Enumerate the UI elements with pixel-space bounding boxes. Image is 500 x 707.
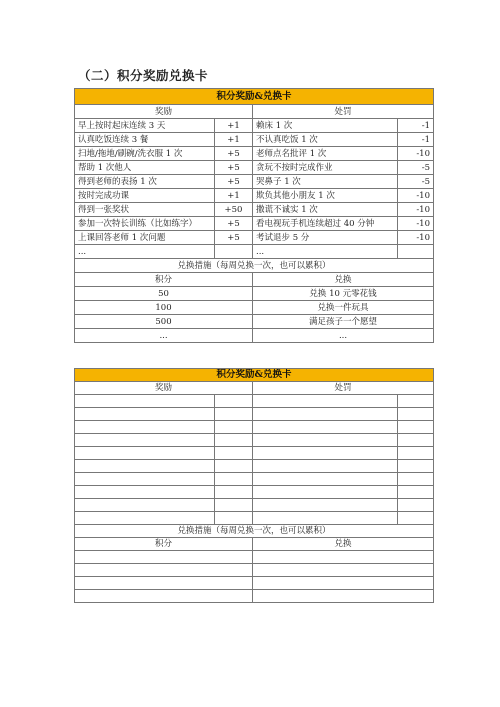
reward-points: +1 <box>215 119 253 133</box>
penalty-header: 处罚 <box>253 105 434 119</box>
exchange-row <box>75 287 434 301</box>
exchange-row <box>75 329 434 343</box>
reward-points: +5 <box>215 175 253 189</box>
rule-row <box>75 245 434 259</box>
blank-cell <box>398 499 434 512</box>
blank-cell <box>253 590 434 603</box>
blank-cell <box>253 447 398 460</box>
blank-cell <box>215 486 253 499</box>
rule-row <box>75 147 434 161</box>
rule-row <box>75 231 434 245</box>
penalty-header: 处罚 <box>253 382 434 395</box>
points-header: 积分 <box>75 273 253 287</box>
blank-cell <box>215 499 253 512</box>
blank-rule-row <box>75 512 434 525</box>
blank-cell <box>215 408 253 421</box>
blank-rule-row <box>75 395 434 408</box>
penalty-item: 不认真吃饭 1 次 <box>253 133 398 147</box>
rule-row <box>75 189 434 203</box>
blank-cell <box>398 434 434 447</box>
blank-cell <box>253 499 398 512</box>
section-title: （二）积分奖励兑换卡 <box>78 68 209 83</box>
blank-cell <box>215 473 253 486</box>
points-card-filled <box>74 88 434 343</box>
penalty-item: ... <box>253 245 398 259</box>
reward-points: +1 <box>215 189 253 203</box>
exchange-row <box>75 301 434 315</box>
penalty-points: -5 <box>398 175 434 189</box>
exchange-points: ... <box>75 329 253 343</box>
blank-rule-row <box>75 486 434 499</box>
penalty-item: 赖床 1 次 <box>253 119 398 133</box>
blank-cell <box>253 551 434 564</box>
blank-cell <box>253 408 398 421</box>
exchange-note: 兑换措施（每周兑换一次，也可以累积） <box>75 525 434 538</box>
penalty-points: -5 <box>398 161 434 175</box>
blank-cell <box>253 421 398 434</box>
reward-item: 参加一次特长训练（比如练字） <box>75 217 215 231</box>
reward-points: +5 <box>215 147 253 161</box>
blank-cell <box>75 395 215 408</box>
blank-cell <box>75 551 253 564</box>
blank-cell <box>75 473 215 486</box>
reward-item: 早上按时起床连续 3 天 <box>75 119 215 133</box>
rule-row <box>75 161 434 175</box>
blank-cell <box>253 395 398 408</box>
reward-item: 上课回答老师 1 次问题 <box>75 231 215 245</box>
reward-points: +5 <box>215 231 253 245</box>
exchange-header: 兑换 <box>253 273 434 287</box>
penalty-item: 哭鼻子 1 次 <box>253 175 398 189</box>
blank-cell <box>215 395 253 408</box>
exchange-header-row <box>75 273 434 287</box>
reward-item: 得到一张奖状 <box>75 203 215 217</box>
exchange-row <box>75 315 434 329</box>
penalty-points: -10 <box>398 189 434 203</box>
blank-cell <box>253 512 398 525</box>
blank-cell <box>75 447 215 460</box>
blank-cell <box>75 577 253 590</box>
blank-cell <box>253 434 398 447</box>
blank-cell <box>215 421 253 434</box>
blank-exchange-row <box>75 564 434 577</box>
penalty-item: 贪玩不按时完成作业 <box>253 161 398 175</box>
exchange-note: 兑换措施（每周兑换一次，也可以累积） <box>75 259 434 273</box>
rule-row <box>75 119 434 133</box>
penalty-points <box>398 245 434 259</box>
blank-cell <box>253 486 398 499</box>
exchange-header: 兑换 <box>253 538 434 551</box>
blank-exchange-row <box>75 577 434 590</box>
blank-cell <box>398 460 434 473</box>
blank-cell <box>75 590 253 603</box>
reward-points: +50 <box>215 203 253 217</box>
penalty-points: -1 <box>398 119 434 133</box>
blank-rule-row <box>75 460 434 473</box>
blank-cell <box>253 460 398 473</box>
blank-rule-row <box>75 447 434 460</box>
reward-item: 得到老师的表扬 1 次 <box>75 175 215 189</box>
exchange-item: 兑换 10 元零花钱 <box>253 287 434 301</box>
blank-cell <box>215 434 253 447</box>
penalty-item: 撒谎不诚实 1 次 <box>253 203 398 217</box>
blank-rule-row <box>75 408 434 421</box>
points-card-blank <box>74 368 434 603</box>
exchange-points: 50 <box>75 287 253 301</box>
exchange-item: 兑换一件玩具 <box>253 301 434 315</box>
reward-points: +5 <box>215 217 253 231</box>
penalty-item: 老师点名批评 1 次 <box>253 147 398 161</box>
exchange-header-row <box>75 538 434 551</box>
reward-item: 帮助 1 次他人 <box>75 161 215 175</box>
blank-cell <box>75 460 215 473</box>
blank-cell <box>398 512 434 525</box>
blank-cell <box>398 447 434 460</box>
blank-exchange-row <box>75 590 434 603</box>
penalty-points: -10 <box>398 217 434 231</box>
exchange-item: ... <box>253 329 434 343</box>
points-header: 积分 <box>75 538 253 551</box>
penalty-points: -10 <box>398 147 434 161</box>
penalty-points: -10 <box>398 231 434 245</box>
blank-cell <box>398 395 434 408</box>
rule-row <box>75 203 434 217</box>
card-title: 积分奖励&兑换卡 <box>75 369 434 382</box>
blank-cell <box>75 564 253 577</box>
blank-cell <box>215 447 253 460</box>
blank-cell <box>253 564 434 577</box>
penalty-item: 考试退步 5 分 <box>253 231 398 245</box>
penalty-points: -10 <box>398 203 434 217</box>
exchange-points: 100 <box>75 301 253 315</box>
exchange-points: 500 <box>75 315 253 329</box>
blank-cell <box>75 421 215 434</box>
reward-header: 奖励 <box>75 105 253 119</box>
blank-cell <box>215 460 253 473</box>
blank-rule-row <box>75 434 434 447</box>
exchange-note-row <box>75 259 434 273</box>
blank-rule-row <box>75 499 434 512</box>
blank-cell <box>253 473 398 486</box>
penalty-item: 看电视玩手机连续超过 40 分钟 <box>253 217 398 231</box>
blank-cell <box>215 512 253 525</box>
blank-cell <box>75 512 215 525</box>
reward-item: 扫地/拖地/刷碗/洗衣服 1 次 <box>75 147 215 161</box>
blank-exchange-row <box>75 551 434 564</box>
card-title: 积分奖励&兑换卡 <box>75 89 434 105</box>
blank-cell <box>398 473 434 486</box>
reward-item: 按时完成功课 <box>75 189 215 203</box>
rule-row <box>75 175 434 189</box>
penalty-points: -1 <box>398 133 434 147</box>
blank-cell <box>253 577 434 590</box>
blank-cell <box>75 486 215 499</box>
rule-row <box>75 217 434 231</box>
exchange-note-row <box>75 525 434 538</box>
blank-cell <box>398 486 434 499</box>
blank-cell <box>75 408 215 421</box>
exchange-item: 满足孩子一个愿望 <box>253 315 434 329</box>
blank-rule-row <box>75 473 434 486</box>
blank-cell <box>75 434 215 447</box>
blank-cell <box>398 408 434 421</box>
reward-points: +1 <box>215 133 253 147</box>
blank-cell <box>398 421 434 434</box>
blank-rule-row <box>75 421 434 434</box>
reward-item: ... <box>75 245 215 259</box>
reward-header: 奖励 <box>75 382 253 395</box>
rule-row <box>75 133 434 147</box>
reward-item: 认真吃饭连续 3 餐 <box>75 133 215 147</box>
reward-points: +5 <box>215 161 253 175</box>
penalty-item: 欺负其他小朋友 1 次 <box>253 189 398 203</box>
reward-points <box>215 245 253 259</box>
blank-cell <box>75 499 215 512</box>
